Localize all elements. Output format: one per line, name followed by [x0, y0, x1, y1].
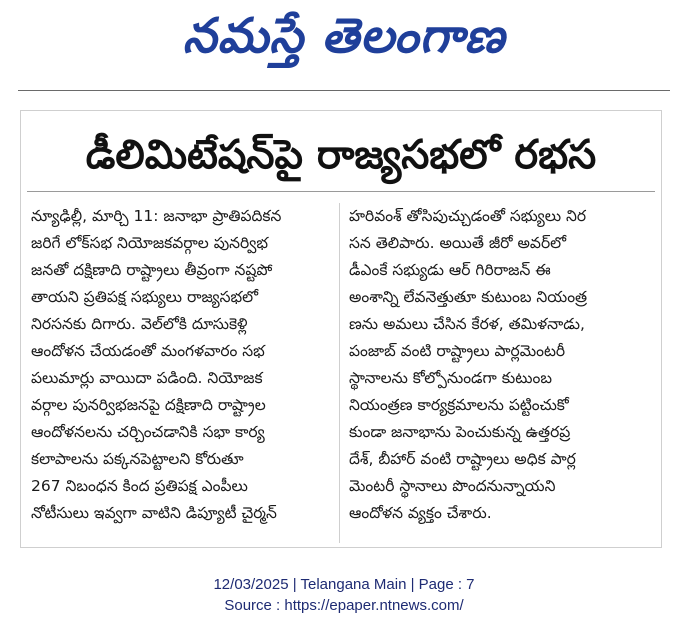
article-line: పలుమార్లు వాయిదా పడింది. నియోజక: [31, 369, 263, 387]
article-line: న్యూఢిల్లీ, మార్చి 11: జనాభా ప్రాతిపదికన: [31, 207, 282, 225]
article-line: నోటీసులు ఇవ్వగా వాటిని డిప్యూటీ చైర్మన్: [31, 504, 277, 522]
article-line: ణను అమలు చేసిన కేరళ, తమిళనాడు,: [349, 315, 585, 333]
masthead-logo: నమస్తే తెలంగాణ: [182, 8, 506, 64]
article-line: సన తెలిపారు. అయితే జీరో అవర్‌లో: [349, 234, 567, 252]
article-line: దేశ్, బీహార్ వంటి రాష్ట్రాలు అధిక పార్ల: [349, 450, 576, 468]
article-line: తాయని ప్రతిపక్ష సభ్యులు రాజ్యసభలో: [31, 288, 259, 306]
article-headline: డీలిమిటేషన్‌పై రాజ్యసభలో రభస: [85, 132, 597, 178]
article-line: నిరసనకు దిగారు. వెల్‌లోకి దూసుకెళ్లి: [31, 315, 248, 333]
article-line: హరివంశ్ తోసిపుచ్చుడంతో సభ్యులు నిర: [349, 207, 587, 225]
article-line: ఆందోళనలను చర్చించడానికి సభా కార్య: [31, 423, 265, 441]
article-line: వర్గాల పునర్విభజనపై దక్షిణాది రాష్ట్రాల: [31, 396, 266, 414]
article-line: 267 నిబంధన కింద ప్రతిపక్ష ఎంపీలు: [31, 477, 248, 495]
news-clipping: [20, 110, 662, 548]
article-line: కలాపాలను పక్కనపెట్టాలని కోరుతూ: [31, 450, 244, 468]
column-divider: [339, 203, 340, 543]
edition-info: 12/03/2025 | Telangana Main | Page : 7: [213, 576, 475, 593]
article-line: ఆందోళన చేయడంతో మంగళవారం సభ: [31, 342, 265, 360]
article-line: మెంటరీ స్థానాలు పొందనున్నాయని: [349, 477, 556, 495]
article-line: ఆందోళన వ్యక్తం చేశారు.: [349, 504, 492, 522]
article-line: కుండా జనాభాను పెంచుకున్న ఉత్తరప్ర: [349, 423, 571, 441]
article-line: స్థానాలను కోల్పోనుండగా కుటుంబ: [349, 369, 553, 387]
masthead: [0, 0, 688, 90]
article-line: జనతో దక్షిణాది రాష్ట్రాలు తీవ్రంగా నష్టపో: [31, 261, 273, 279]
article-column-left: [31, 203, 333, 527]
article-line: అంశాన్ని లేవనెత్తుతూ కుటుంబ నియంత్ర: [349, 288, 588, 306]
article-line: పంజాబ్ వంటి రాష్ట్రాలు పార్లమెంటరీ: [349, 342, 566, 360]
article-column-right: [349, 203, 651, 527]
article-line: నియంత్రణ కార్యక్రమాలను పట్టించుకో: [349, 396, 569, 414]
article-line: డీఎంకే సభ్యుడు ఆర్ గిరిరాజన్ ఈ: [349, 261, 551, 279]
source-link[interactable]: Source : https://epaper.ntnews.com/: [224, 597, 464, 614]
article-line: జరిగే లోక్‌సభ నియోజకవర్గాల పునర్విభ: [31, 234, 268, 252]
masthead-divider: [18, 90, 670, 91]
headline-divider: [27, 191, 655, 192]
